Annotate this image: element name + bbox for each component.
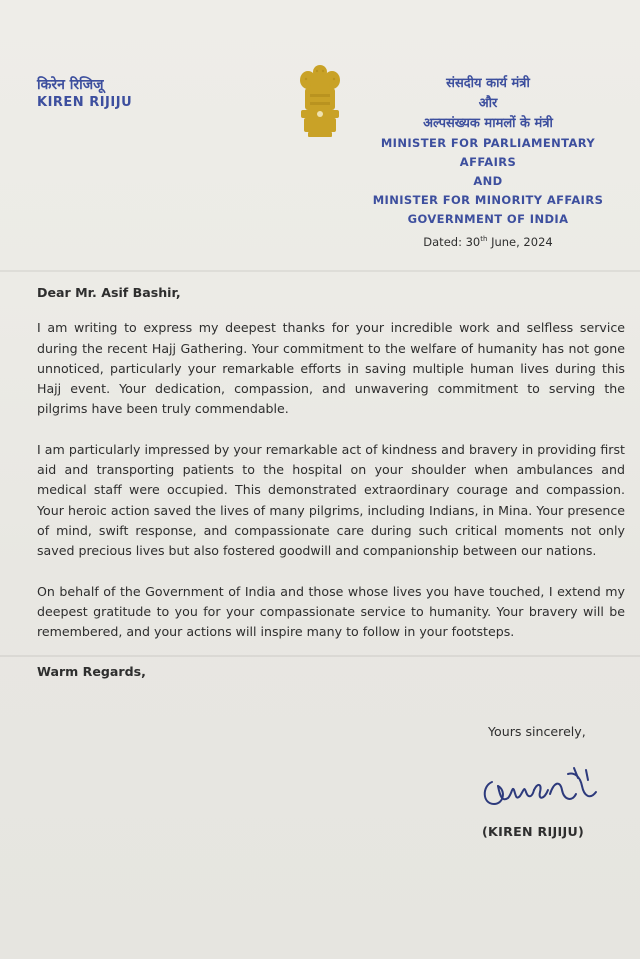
sender-name-english: KIREN RIJIJU bbox=[37, 95, 133, 110]
paragraph: I am writing to express my deepest thanks for your incredible work and selfless service during the recent Hajj Gathering. Your commitment to the welfare of humanity has not gone unnoticed, particularly your remarkable efforts in saving multiple human lives during this Hajj event. Your dedication, compassion, and unwavering commitment to serving the pilgrims have been truly commendable. bbox=[37, 320, 625, 417]
closing-text: Yours sincerely, bbox=[488, 724, 586, 739]
paper-fold-line bbox=[0, 270, 640, 272]
paragraph: On behalf of the Government of India and those whose lives you have touched, I extend my deepest gratitude to you for your compassionate service to humanity. Your bravery will be remembered, and your actions will inspire many to follow in your footsteps. bbox=[37, 583, 625, 640]
signatory-name: (KIREN RIJIJU) bbox=[482, 824, 585, 839]
letter-date bbox=[358, 235, 618, 249]
warm-regards: Warm Regards, bbox=[37, 664, 146, 680]
date-prefix: Dated: 30 bbox=[423, 235, 481, 249]
letter-body bbox=[37, 283, 625, 683]
sender-block bbox=[37, 76, 132, 112]
paragraph: I am particularly impressed by your remarkable act of kindness and bravery in providing first aid and transporting patients to the hospital on your shoulder when ambulances and medical staff were occupied. This demonstrated extraordinary courage and compassion. Your heroic action saved the lives of many pilgrims, including Indians, in Mina. Your presence of mind, swift response, and compassionate care during such critical moments not only saved precious lives but also fostered goodwill and companionship between our nations. bbox=[37, 441, 625, 559]
designation-en-1: MINISTER FOR PARLIAMENTARY bbox=[380, 136, 596, 150]
designation-en-5: GOVERNMENT OF INDIA bbox=[407, 212, 569, 226]
designation-hindi-3: अल्पसंख्यक मामलों के मंत्री bbox=[423, 116, 553, 131]
date-suffix: th bbox=[480, 235, 488, 244]
designation-en-4: MINISTER FOR MINORITY AFFAIRS bbox=[372, 193, 604, 207]
national-emblem-icon bbox=[292, 58, 348, 140]
designation-hindi-1: संसदीय कार्य मंत्री bbox=[446, 76, 530, 91]
designation-en-3: AND bbox=[473, 174, 503, 188]
designation-hindi-2: और bbox=[478, 96, 498, 111]
designation-block bbox=[358, 74, 618, 249]
designation-en-2: AFFAIRS bbox=[459, 155, 517, 169]
sender-name-hindi: किरेन रिजिजू bbox=[37, 77, 104, 93]
date-rest: June, 2024 bbox=[487, 235, 553, 249]
salutation: Dear Mr. Asif Bashir, bbox=[37, 285, 181, 300]
signature bbox=[478, 760, 608, 816]
